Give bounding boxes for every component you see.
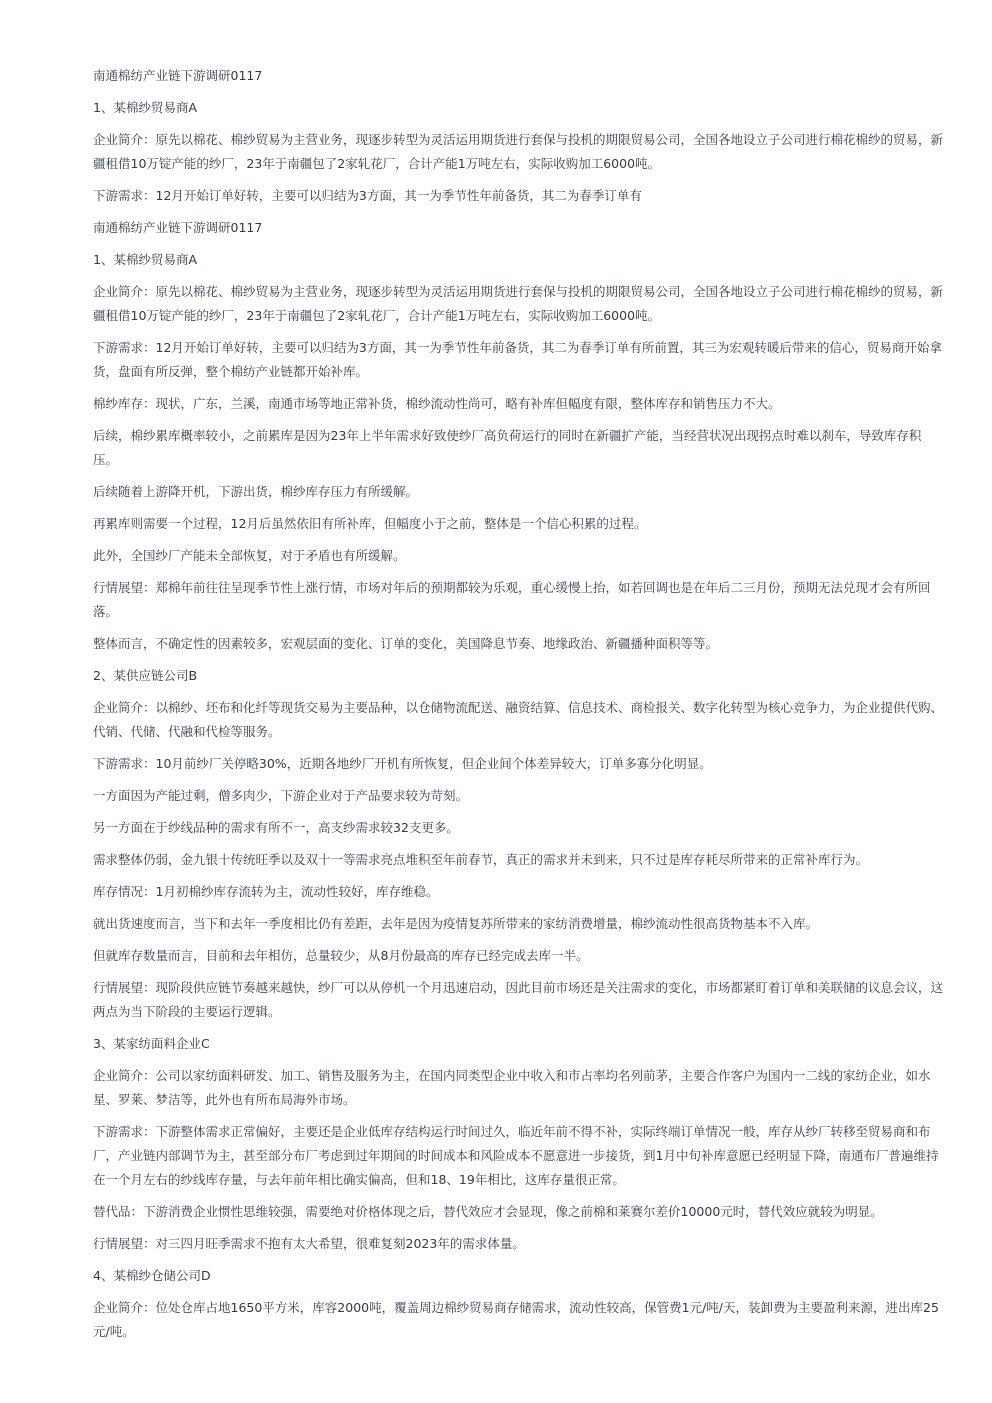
paragraph-company-intro-a-repeat: 企业简介：原先以棉花、棉纱贸易为主营业务，现逐步转型为灵活运用期货进行套保与投机的期限贸易公司，全国各地设立子公司进行棉花棉纱的贸易，新疆租借10万锭产能的纱厂，23年于南疆包了2家轧花厂，合计产能1万吨左右，实际收购加工6000吨。 — [93, 284, 944, 323]
paragraph-demand-b-4: 需求整体仍弱，金九银十传统旺季以及双十一等需求亮点堆积至年前春节，真正的需求并未到来，只不过是库存耗尽所带来的正常补库行为。 — [93, 852, 869, 867]
paragraph-demand-a: 下游需求：12月开始订单好转，主要可以归结为3方面，其一为季节性年前备货，其二为春季订单有所前置，其三为宏观转暖后带来的信心，贸易商开始拿货，盘面有所反弹，整个棉纺产业链都开始补库。 — [93, 340, 942, 379]
paragraph-demand-a-truncated: 下游需求：12月开始订单好转，主要可以归结为3方面，其一为季节性年前备货，其二为春季订单有 — [93, 188, 642, 203]
paragraph-summary-a: 整体而言，不确定性的因素较多，宏观层面的变化、订单的变化，美国降息节奏、地缘政治、新疆播种面积等等。 — [93, 636, 719, 651]
paragraph-demand-b: 下游需求：10月前纱厂关停略30%，近期各地纱厂开机有所恢复，但企业间个体差异较大，订单多寡分化明显。 — [93, 756, 712, 771]
section-heading-trader-a: 1、某棉纱贸易商A — [93, 100, 198, 115]
paragraph-outlook-a: 行情展望：郑棉年前往往呈现季节性上涨行情，市场对年后的预期都较为乐观，重心缓慢上抬，如若回调也是在年后二三月份，预期无法兑现才会有所回落。 — [93, 580, 931, 619]
paragraph-company-intro-a: 企业简介：原先以棉花、棉纱贸易为主营业务，现逐步转型为灵活运用期货进行套保与投机的期限贸易公司，全国各地设立子公司进行棉花棉纱的贸易，新疆租借10万锭产能的纱厂，23年于南疆包了2家轧花厂，合计产能1万吨左右，实际收购加工6000吨。 — [93, 132, 944, 171]
paragraph-demand-b-2: 一方面因为产能过剩，僧多肉少，下游企业对于产品要求较为苛刻。 — [93, 788, 469, 803]
section-heading-textile-c: 3、某家纺面料企业C — [93, 1036, 210, 1051]
paragraph-substitutes-c: 替代品：下游消费企业惯性思维较强，需要绝对价格体现之后，替代效应才会显现，像之前棉和莱赛尔差价10000元时，替代效应就较为明显。 — [93, 1204, 883, 1219]
paragraph-yarn-inventory-a: 棉纱库存：现状，广东，兰溪，南通市场等地正常补货，棉纱流动性尚可，略有补库但幅度有限，整体库存和销售压力不大。 — [93, 396, 781, 411]
document-title-repeat: 南通棉纺产业链下游调研0117 — [93, 220, 263, 235]
paragraph-inventory-b-2: 就出货速度而言，当下和去年一季度相比仍有差距，去年是因为疫情复苏所带来的家纺消费增量，棉纱流动性很高货物基本不入库。 — [93, 916, 819, 931]
paragraph-company-intro-c: 企业简介：公司以家纺面料研发、加工、销售及服务为主，在国内同类型企业中收入和市占率均名列前茅，主要合作客户为国内一二线的家纺企业，如水星、罗莱、梦洁等，此外也有所布局海外市场。 — [93, 1068, 931, 1107]
paragraph-demand-b-3: 另一方面在于纱线品种的需求有所不一，高支纱需求较32支更多。 — [93, 820, 459, 835]
paragraph-company-intro-b: 企业简介：以棉纱、坯布和化纤等现货交易为主要品种，以仓储物流配送、融资结算、信息技术、商检报关、数字化转型为核心竞争力，为企业提供代购、代销、代储、代融和代检等服务。 — [93, 700, 944, 739]
document-title: 南通棉纺产业链下游调研0117 — [93, 68, 263, 83]
section-heading-warehouse-d: 4、某棉纱仓储公司D — [93, 1268, 211, 1283]
paragraph-outlook-c: 行情展望：对三四月旺季需求不抱有太大希望，很难复刻2023年的需求体量。 — [93, 1236, 525, 1251]
document-page — [93, 64, 945, 1352]
paragraph-followup-a-1: 后续，棉纱累库概率较小，之前累库是因为23年上半年需求好致使纱厂高负荷运行的同时在新疆扩产能，当经营状况出现拐点时难以刹车，导致库存积压。 — [93, 428, 922, 467]
section-heading-trader-a-repeat: 1、某棉纱贸易商A — [93, 252, 198, 267]
paragraph-inventory-b-3: 但就库存数量而言，目前和去年相仿，总量较少，从8月份最高的库存已经完成去库一半。 — [93, 948, 589, 963]
paragraph-followup-a-2: 后续随着上游降开机，下游出货，棉纱库存压力有所缓解。 — [93, 484, 419, 499]
paragraph-demand-c: 下游需求：下游整体需求正常偏好，主要还是企业低库存结构运行时间过久，临近年前不得不补，实际终端订单情况一般，库存从纱厂转移至贸易商和布厂，产业链内部调节为主，甚至部分布厂考虑到过年期间的时间成本和风险成本不愿意进一步接货，到1月中旬补库意愿已经明显下降，南通布厂普遍维持在一个月左右的纱线库存量，与去年前年相比确实偏高，但和18、19年相比，这库存量很正常。 — [93, 1124, 939, 1187]
paragraph-company-intro-d: 企业简介：位处仓库占地1650平方米，库容2000吨，覆盖周边棉纱贸易商存储需求，流动性较高，保管费1元/吨/天，装卸费为主要盈利来源，进出库25元/吨。 — [93, 1300, 939, 1339]
section-heading-supply-chain-b: 2、某供应链公司B — [93, 668, 198, 683]
paragraph-inventory-b: 库存情况：1月初棉纱库存流转为主，流动性较好，库存维稳。 — [93, 884, 439, 899]
paragraph-followup-a-4: 此外，全国纱厂产能未全部恢复，对于矛盾也有所缓解。 — [93, 548, 406, 563]
paragraph-followup-a-3: 再累库则需要一个过程，12月后虽然依旧有所补库，但幅度小于之前，整体是一个信心积累的过程。 — [93, 516, 647, 531]
paragraph-outlook-b: 行情展望：现阶段供应链节奏越来越快，纱厂可以从停机一个月迅速启动，因此目前市场还是关注需求的变化，市场都紧盯着订单和美联储的议息会议，这两点为当下阶段的主要运行逻辑。 — [93, 980, 944, 1019]
